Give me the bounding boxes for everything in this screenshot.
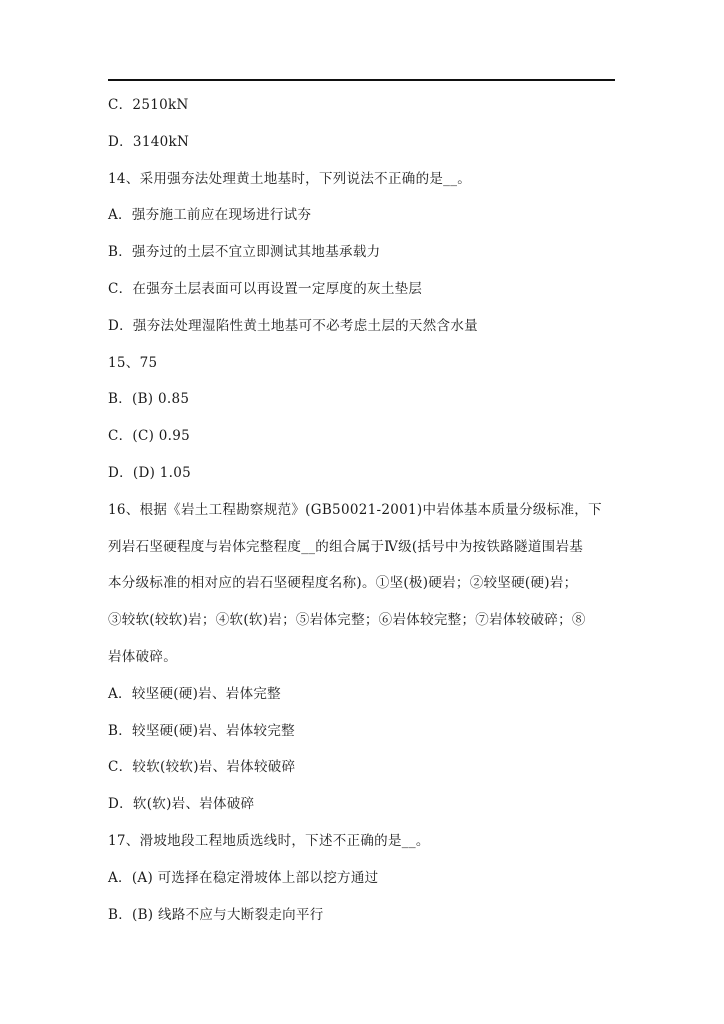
option-b-q14: B．强夯过的土层不宜立即测试其地基承载力	[108, 244, 381, 261]
question-16-line-4: ③较软(较软)岩；④软(软)岩；⑤岩体完整；⑥岩体较完整；⑦岩体较破碎；⑧	[108, 612, 586, 629]
question-16-line-2: 列岩石坚硬程度与岩体完整程度__的组合属于Ⅳ级(括号中为按铁路隧道围岩基	[108, 538, 584, 555]
question-16-line-1: 16、根据《岩土工程勘察规范》(GB50021-2001)中岩体基本质量分级标准，下	[108, 501, 602, 518]
option-d-q16: D．软(软)岩、岩体破碎	[108, 796, 255, 813]
option-c-q16: C．较软(较软)岩、岩体较破碎	[108, 759, 296, 776]
option-b-q16: B．较坚硬(硬)岩、岩体较完整	[108, 722, 295, 739]
question-17: 17、滑坡地段工程地质选线时，下述不正确的是__。	[108, 832, 430, 849]
option-c-q13: C．2510kN	[108, 97, 189, 113]
option-d-q14: D．强夯法处理湿陷性黄土地基可不必考虑土层的天然含水量	[108, 317, 478, 334]
question-15: 15、75	[108, 354, 158, 371]
option-d-q15: D．(D) 1.05	[108, 464, 192, 481]
header-rule	[108, 79, 615, 81]
option-d-q13: D．3140kN	[108, 133, 190, 150]
option-a-q17: A．(A) 可选择在稳定滑坡体上部以挖方通过	[108, 869, 379, 886]
option-c-q14: C．在强夯土层表面可以再设置一定厚度的灰土垫层	[108, 280, 423, 297]
option-b-q17: B．(B) 线路不应与大断裂走向平行	[108, 906, 324, 923]
option-a-q14: A．强夯施工前应在现场进行试夯	[108, 207, 312, 224]
document-body	[108, 94, 615, 940]
option-c-q15: C．(C) 0.95	[108, 428, 191, 445]
question-14: 14、采用强夯法处理黄土地基时，下列说法不正确的是__。	[108, 170, 472, 187]
option-b-q15: B．(B) 0.85	[108, 391, 190, 408]
question-16-line-3: 本分级标准的相对应的岩石坚硬程度名称)。①坚(极)硬岩；②较坚硬(硬)岩；	[108, 575, 578, 592]
question-16-line-5: 岩体破碎。	[108, 648, 177, 665]
option-a-q16: A．较坚硬(硬)岩、岩体完整	[108, 685, 281, 702]
